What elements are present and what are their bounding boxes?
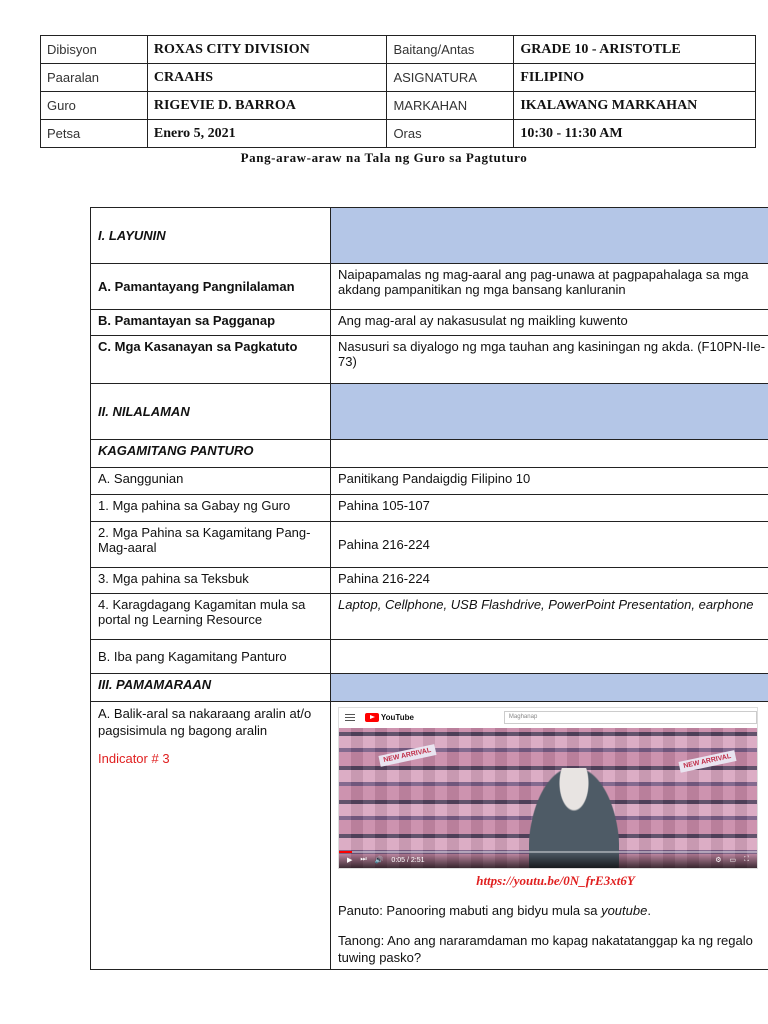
miniplayer-icon[interactable]: ▭ <box>729 857 737 864</box>
row-value: Laptop, Cellphone, USB Flashdrive, PowerPoint Presentation, earphone <box>331 594 768 640</box>
panuto-text <box>338 903 768 918</box>
tanong-text: Tanong: Ano ang nararamdaman mo kapag nakatatanggap ka ng regalo tuwing pasko? <box>338 933 753 965</box>
row-label: A. Balik-aral sa nakaraang aralin at/o pagsisimula ng bagong aralin <box>98 706 312 738</box>
table-row <box>91 495 768 522</box>
row-label: 2. Mga Pahina sa Kagamitang Pang-Mag-aaral <box>91 522 331 568</box>
table-row <box>91 674 768 702</box>
header-value: Enero 5, 2021 <box>147 120 387 148</box>
balik-aral-cell <box>91 702 331 970</box>
section-heading-pamamaraan: III. PAMAMARAAN <box>91 674 331 702</box>
row-label: A. Pamantayang Pangnilalaman <box>91 264 331 310</box>
header-label: Guro <box>41 92 148 120</box>
activity-cell <box>331 702 768 970</box>
table-row <box>91 522 768 568</box>
table-row <box>91 208 768 264</box>
header-label: Dibisyon <box>41 36 148 64</box>
table-row <box>91 336 768 384</box>
shaded-cell <box>331 674 768 702</box>
video-frame[interactable] <box>339 728 757 868</box>
table-row <box>91 468 768 495</box>
empty-cell <box>331 640 768 674</box>
row-value: Ang mag-aral ay nakasusulat ng maikling kuwento <box>331 310 768 336</box>
row-value: Panitikang Pandaigdig Filipino 10 <box>331 468 768 495</box>
empty-cell <box>331 440 768 468</box>
video-link[interactable]: https://youtu.be/0N_frE3xt6Y <box>476 873 635 888</box>
table-row <box>91 440 768 468</box>
video-controls <box>339 852 757 868</box>
document-title: Pang-araw-araw na Tala ng Guro sa Pagtuturo <box>240 150 528 165</box>
panuto-italic: youtube <box>601 903 648 918</box>
indicator-label: Indicator # 3 <box>98 751 170 766</box>
row-value: Pahina 216-224 <box>331 522 768 568</box>
video-banner: NEW ARRIVAL <box>678 750 736 773</box>
table-row <box>91 594 768 640</box>
play-icon[interactable]: ▶ <box>347 857 353 864</box>
table-row <box>91 310 768 336</box>
header-row <box>41 36 756 64</box>
header-value: RIGEVIE D. BARROA <box>147 92 387 120</box>
fullscreen-icon[interactable]: ⛶ <box>744 856 749 863</box>
youtube-topbar <box>339 708 757 726</box>
row-value: Pahina 105-107 <box>331 495 768 522</box>
header-table <box>40 35 756 148</box>
volume-icon[interactable]: 🔊 <box>374 857 384 864</box>
lesson-plan-table <box>90 207 768 970</box>
header-label: Baitang/Antas <box>387 36 514 64</box>
video-banner: NEW ARRIVAL <box>378 744 436 767</box>
menu-icon[interactable] <box>345 712 355 723</box>
section-heading-nilalaman: II. NILALAMAN <box>91 384 331 440</box>
header-label: MARKAHAN <box>387 92 514 120</box>
header-value: 10:30 - 11:30 AM <box>514 120 756 148</box>
video-time: 0:05 / 2:51 <box>391 856 425 864</box>
table-row <box>91 568 768 594</box>
panuto-prefix: Panuto: Panooring mabuti ang bidyu mula sa <box>338 903 602 918</box>
header-label: Oras <box>387 120 514 148</box>
row-label: 1. Mga pahina sa Gabay ng Guro <box>91 495 331 522</box>
youtube-logo[interactable] <box>365 713 414 722</box>
row-value: Naipapamalas ng mag-aaral ang pag-unawa at pagpapahalaga sa mga akdang pampanitikan ng mga bansang kanluranin <box>331 264 768 310</box>
header-value: ROXAS CITY DIVISION <box>147 36 387 64</box>
header-label: Petsa <box>41 120 148 148</box>
header-value: GRADE 10 - ARISTOTLE <box>514 36 756 64</box>
section-heading-layunin: I. LAYUNIN <box>91 208 331 264</box>
row-label: A. Sanggunian <box>91 468 331 495</box>
shaded-cell <box>331 208 768 264</box>
header-value: FILIPINO <box>514 64 756 92</box>
youtube-screenshot <box>338 707 758 869</box>
row-label: B. Iba pang Kagamitang Panturo <box>91 640 331 674</box>
header-row <box>41 92 756 120</box>
row-label: 3. Mga pahina sa Teksbuk <box>91 568 331 594</box>
youtube-search-input[interactable]: Maghanap <box>504 711 757 724</box>
shaded-cell <box>331 384 768 440</box>
row-value: Nasusuri sa diyalogo ng mga tauhan ang kasiningan ng akda. (F10PN-IIe-73) <box>331 336 768 384</box>
panuto-suffix: . <box>647 903 651 918</box>
header-row <box>41 64 756 92</box>
table-row <box>91 384 768 440</box>
settings-icon[interactable]: ⚙ <box>715 857 722 864</box>
row-label: C. Mga Kasanayan sa Pagkatuto <box>91 336 331 384</box>
next-icon[interactable]: ⏭ <box>360 856 367 863</box>
table-row <box>91 640 768 674</box>
header-row <box>41 120 756 148</box>
table-row <box>91 264 768 310</box>
table-row <box>91 702 768 970</box>
row-value: Pahina 216-224 <box>331 568 768 594</box>
youtube-logo-text: YouTube <box>380 712 414 722</box>
youtube-play-icon <box>365 713 379 722</box>
section-heading-kagamitang-panturo: KAGAMITANG PANTURO <box>91 440 331 468</box>
header-value: IKALAWANG MARKAHAN <box>514 92 756 120</box>
row-label: B. Pamantayan sa Pagganap <box>91 310 331 336</box>
header-label: Paaralan <box>41 64 148 92</box>
row-label: 4. Karagdagang Kagamitan mula sa portal ng Learning Resource <box>91 594 331 640</box>
header-label: ASIGNATURA <box>387 64 514 92</box>
header-value: CRAAHS <box>147 64 387 92</box>
